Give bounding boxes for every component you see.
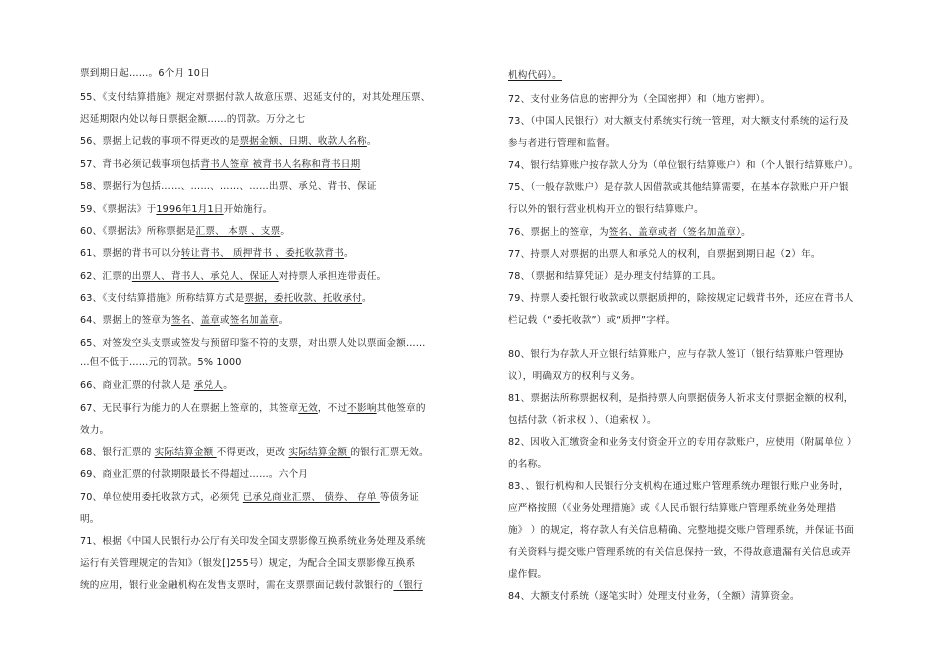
text-segment: 。 [362,293,372,304]
text-line [80,113,305,127]
text-segment: 施》 ）的规定，将存款人有关信息精确、完整地提交账户管理系统，并保证书面 [508,525,855,536]
underlined-answer: 实际结算金额 [154,447,217,458]
text-segment: 70、单位使用委托收款方式，必须凭 [80,492,243,503]
underlined-answer: （银行 [393,580,423,591]
text-line [80,557,415,571]
text-line [508,137,616,151]
text-line [508,226,751,240]
text-line [80,158,360,172]
text-line [80,379,233,393]
text-segment: 84、大额支付系统（逐笔实时）处理支付业务，（全额）清算资金。 [508,591,800,602]
text-line [508,93,770,107]
text-line [508,546,851,560]
text-segment: 73、（中国人民银行）对大额支付系统实行统一管理，对大额支付系统的运行及 [508,116,849,127]
text-segment: 票到期日起……。6个月 10日 [80,68,210,79]
text-line [80,513,100,527]
text-segment: 栏记载（“委托收款”）或“质押”字样。 [508,315,676,326]
text-line [80,356,242,370]
text-line [508,181,849,195]
text-line [508,590,800,604]
text-segment: 63、《支付结算措施》所称结算方式是 [80,293,245,304]
text-segment: 59、《票据法》于 [80,204,157,215]
text-segment: 76、票据上的签章，为 [508,227,609,238]
text-segment: 迟延期限内处以每日票据金额……的罚款。万分之七 [80,114,306,125]
underlined-answer: 签名、盖章或者（签名加盖章） [608,227,742,238]
text-segment: 等债务证 [379,492,420,503]
text-segment: 68、银行汇票的 [80,447,155,458]
text-segment: 79、持票人委托银行收款或以票据质押的，除按规定记载背书外，还应在背书人 [508,293,854,304]
text-segment: 的银行汇票无效。 [350,447,429,458]
text-line [80,337,426,351]
text-segment: 不得更改，更改 [216,447,289,458]
text-line [508,414,657,428]
text-line [80,270,386,284]
text-segment: 71、根据《中国人民银行办公厅有关印发全国支票影像互换系统业务处理及系统 [80,536,426,547]
underlined-answer: 无效 [298,403,318,414]
text-segment: 有关资料与提交账户管理系统的有关信息保持一致，不得故意遗漏有关信息或弄 [508,547,851,558]
text-segment: 56、票据上记载的事项不得更改的是 [80,136,240,147]
text-line [508,502,836,516]
text-line [508,568,547,582]
text-segment: 61、票据的背书可以分 [80,248,181,259]
text-segment: 效力。 [80,425,110,436]
text-line [80,225,290,239]
text-line [508,348,844,362]
text-segment: 57、背书必须记载事项包括 [80,159,201,170]
text-line [508,370,640,384]
text-segment: 77、持票人对票据的出票人和承兑人的权利，自票据到期日起（2）年。 [508,249,821,260]
text-segment: 或 [219,315,230,326]
text-segment: 包括付款（祈求权 ）、（追索权 ）。 [508,415,657,426]
text-segment: 、 [190,315,201,326]
text-segment: 74、银行结算账户按存款人分为（单位银行结算账户）和（个人银行结算账户）。 [508,160,859,171]
text-segment: 明。 [80,514,100,525]
text-segment: 。 [366,136,377,147]
text-segment: 78、（票据和结算凭证）是办理支付结算的工具。 [508,271,722,282]
text-line [80,292,372,306]
text-segment: 。 [278,315,289,326]
underlined-answer: 盖章 [200,315,220,326]
text-line [80,491,419,505]
text-segment: 参与者进行管理和监督。 [508,138,616,149]
text-line [80,135,377,149]
text-segment: 69、商业汇票的付款期限最长不得超过……。六个月 [80,469,309,480]
text-line [508,159,859,173]
text-line [508,248,821,262]
text-segment: 。 [741,227,751,238]
text-segment: 统的应用，银行业金融机构在发售支票时，需在支票票面记载付款银行的 [80,580,394,591]
underlined-answer: 已承兑商业汇票、 债券、 存单 [242,492,380,503]
text-line [508,524,854,538]
text-line [80,91,431,105]
text-segment: 67、无民事行为能力的人在票据上签章的，其签章 [80,403,299,414]
text-line [80,424,109,438]
text-segment: 行以外的银行营业机构开立的银行结算账户。 [508,204,704,215]
underlined-answer: 票据，委托收款、托收承付 [244,293,363,304]
underlined-answer: 实际结算金额 [288,447,351,458]
text-segment: 。 [343,248,354,259]
text-segment: …但不低于……元的罚款。5% 1000 [80,357,242,368]
text-line [80,314,289,328]
text-line [508,69,562,83]
text-segment: 81、票据法所称票据权利，是指持票人向票据债务人祈求支付票据金额的权利， [508,393,854,404]
underlined-answer: 转让背书、 质押背书 、委托收款背书 [180,248,344,259]
text-segment: 对持票人承担连带责任。 [278,271,387,282]
text-line [508,203,704,217]
underlined-answer: 签名加盖章 [229,315,279,326]
text-line [80,468,308,482]
underlined-answer: 1996年1月1日 [156,204,224,215]
text-line [508,458,547,472]
text-line [508,436,857,450]
text-segment: 64、票据上的签章为 [80,315,171,326]
text-segment: 55、《支付结算措施》规定对票据付款人故意压票、迟延支付的，对其处理压票、 [80,92,431,103]
text-line [80,535,426,549]
text-segment: 开始施行。 [223,204,273,215]
text-segment: ，不过 [317,403,348,414]
text-segment: 80、银行为存款人开立银行结算账户，应与存款人签订（银行结算账户管理协 [508,349,844,360]
text-line [508,270,721,284]
underlined-answer: 出票人、背书人、承兑人、保证人 [131,271,279,282]
text-segment: 65、对签发空头支票或签发与预留印鉴不符的支票，对出票人处以票面金额…… [80,338,426,349]
text-line [80,203,273,217]
text-line [80,180,377,194]
text-line [508,314,676,328]
text-segment: 。 [223,380,233,391]
text-segment: 72、支付业务信息的密押分为（全国密押）和（地方密押）。 [508,94,771,105]
text-segment: 62、汇票的 [80,271,132,282]
text-line [80,67,210,81]
underlined-answer: 签名 [170,315,191,326]
underlined-answer: 背书人签章 被背书人名称和背书日期 [200,159,361,170]
text-segment: 运行有关管理规定的告知》（银发[]255号）规定，为配合全国支票影像互换系 [80,558,416,569]
text-segment: 。 [280,226,291,237]
text-segment: 的名称。 [508,459,548,470]
text-segment: 82、因收入汇缴资金和业务支付资金开立的专用存款账户，应使用（附属单位 ） [508,437,857,448]
text-line [80,579,423,593]
underlined-answer: 不影响 [347,403,377,414]
text-segment: 应严格按照（《业务处理措施》或《人民币银行结算账户管理系统业务处理措 [508,503,837,514]
underlined-answer: 机构代码）。 [508,70,562,81]
text-line [508,115,849,129]
underlined-answer: 承兑人 [193,380,224,391]
text-segment: 66、商业汇票的付款人是 [80,380,194,391]
text-line [80,402,426,416]
text-segment: 60、《票据法》所称票据是 [80,226,196,237]
text-line [508,292,854,306]
text-line [508,392,854,406]
text-segment: 58、票据行为包括……、……、……、……出票、承兑、背书、保证 [80,181,377,192]
text-segment: 议），明确双方的权利与义务。 [508,371,641,382]
text-line [508,480,849,494]
underlined-answer: 汇票、 本票 、支票 [195,226,281,237]
text-segment: 83、、银行机构和人民银行分支机构在通过账户管理系统办理银行账户业务时， [508,481,849,492]
text-segment: 虚作假。 [508,569,548,580]
text-segment: 75、（一般存款账户）是存款人因借款或其他结算需要，在基本存款账户开户银 [508,182,849,193]
text-line [80,446,429,460]
text-segment: 其他签章的 [376,403,426,414]
underlined-answer: 票据金额、日期、收款人名称 [239,136,367,147]
text-line [80,247,354,261]
